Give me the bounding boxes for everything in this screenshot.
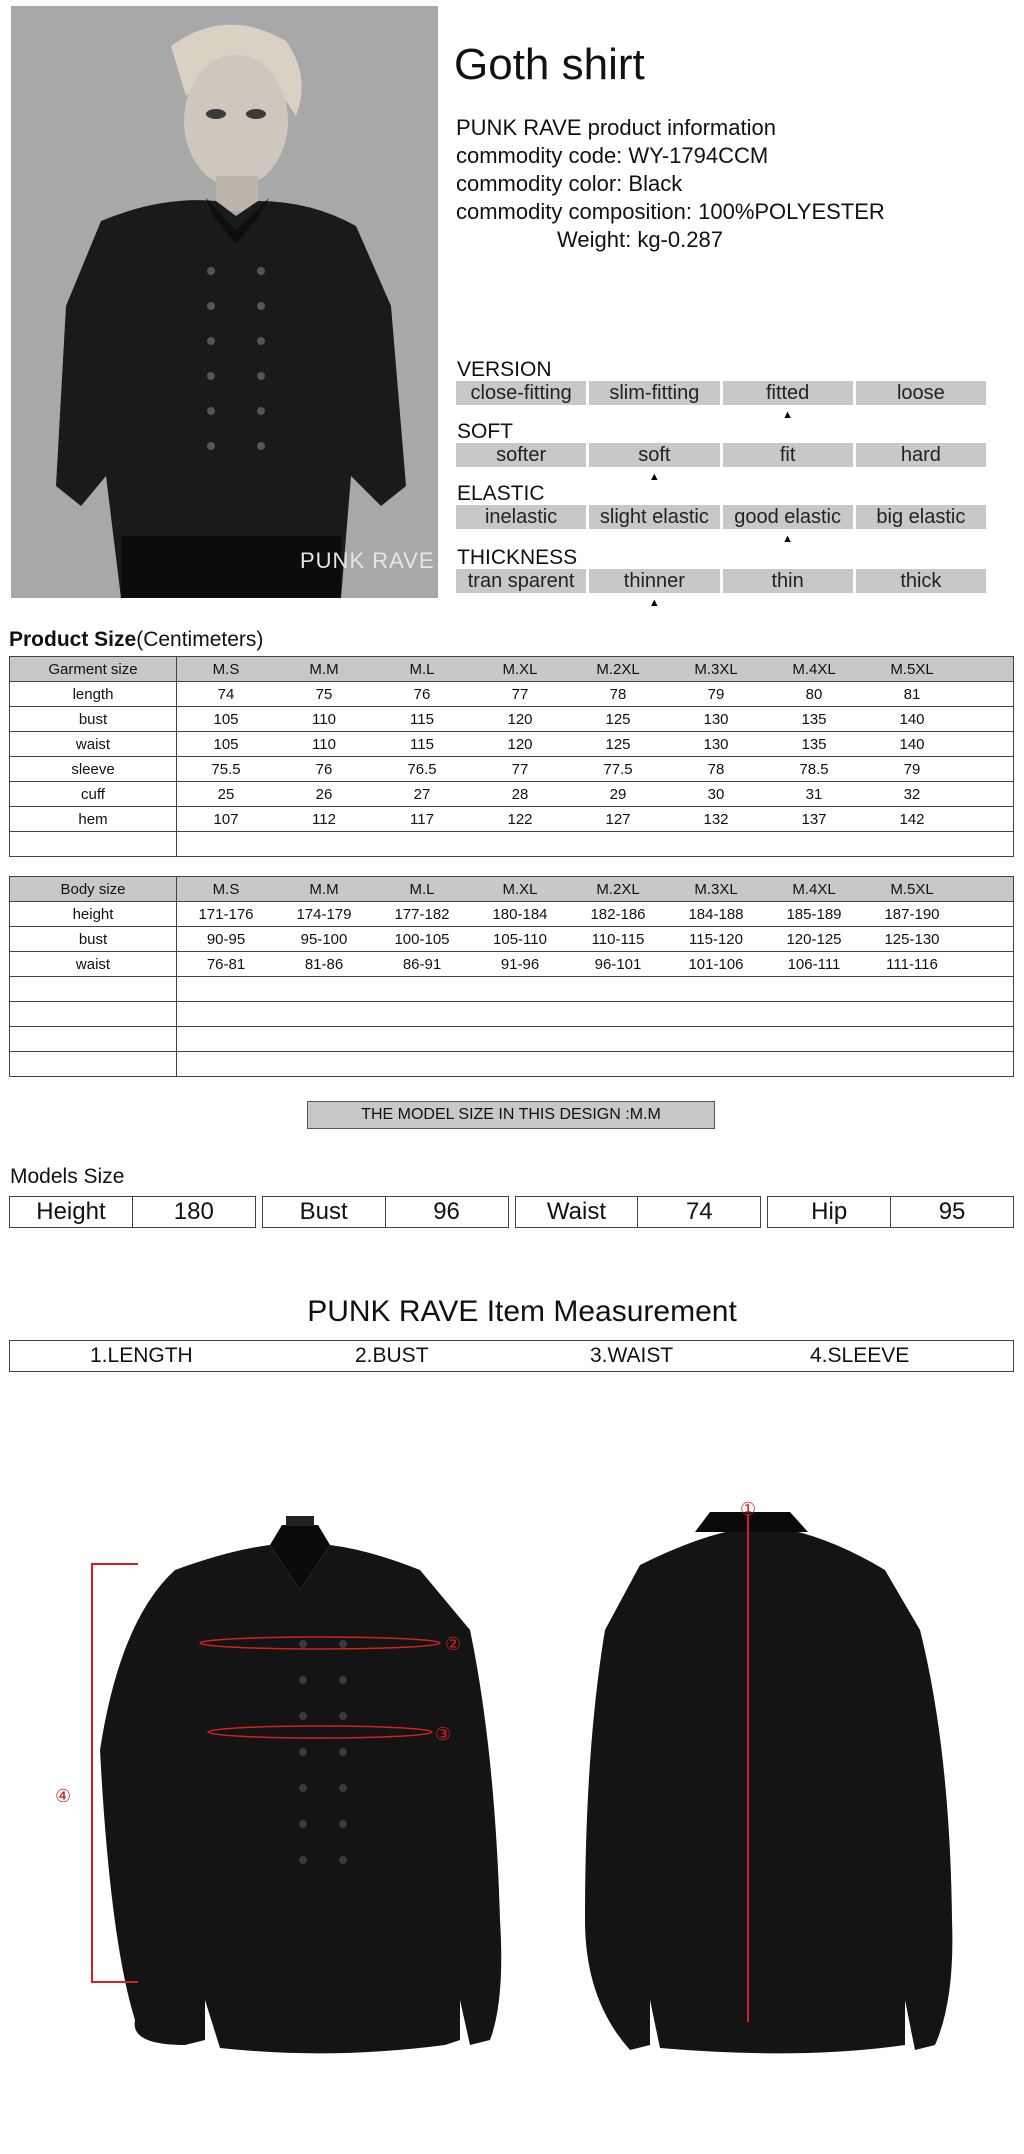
elastic-option: slight elastic <box>589 505 719 529</box>
size-cell: 115-120 <box>689 930 743 948</box>
version-option: loose <box>856 381 986 405</box>
size-cell: 78 <box>609 685 627 703</box>
row-label <box>10 977 177 1002</box>
row-label: cuff <box>10 782 177 807</box>
composition-line: commodity composition: 100%POLYESTER <box>456 199 885 224</box>
measure-sleeve: 4.SLEEVE <box>810 1344 910 1367</box>
table-row <box>10 782 1014 807</box>
front-shirt <box>100 1516 501 2053</box>
size-column-header: M.3XL <box>694 880 738 898</box>
model-size-note: THE MODEL SIZE IN THIS DESIGN :M.M <box>307 1101 715 1129</box>
model-height: Height 180 <box>9 1196 256 1228</box>
soft-bar <box>456 443 986 467</box>
size-cell: 142 <box>899 810 925 828</box>
model-hip: Hip 95 <box>767 1196 1014 1228</box>
size-cell: 101-106 <box>688 955 744 973</box>
elastic-option: inelastic <box>456 505 586 529</box>
size-cell: 105 <box>213 710 239 728</box>
size-cell: 115 <box>410 735 434 753</box>
size-cell: 110 <box>312 735 336 753</box>
size-cell: 105-110 <box>493 930 547 948</box>
row-values <box>177 927 1014 952</box>
size-cell: 81 <box>903 685 921 703</box>
size-cell: 30 <box>707 785 725 803</box>
row-values <box>177 952 1014 977</box>
size-cell: 76 <box>315 760 333 778</box>
product-size-title: Product Size(Centimeters) <box>9 628 264 651</box>
row-values <box>177 1027 1014 1052</box>
measure-length: 1.LENGTH <box>90 1344 193 1367</box>
size-cell: 79 <box>707 685 725 703</box>
marker-length: ① <box>740 1500 757 1520</box>
row-values <box>177 807 1014 832</box>
measurement-title: PUNK RAVE Item Measurement <box>307 1295 737 1328</box>
row-label <box>10 832 177 857</box>
size-column-header: M.S <box>212 660 240 678</box>
table-row <box>10 682 1014 707</box>
size-cell: 96-101 <box>594 955 642 973</box>
row-values <box>177 977 1014 1002</box>
size-column-header: M.5XL <box>890 880 934 898</box>
size-cell: 75 <box>315 685 333 703</box>
size-cell: 95-100 <box>300 930 348 948</box>
row-label: bust <box>10 927 177 952</box>
size-cell: 74 <box>217 685 235 703</box>
photo-watermark: PUNK RAVE <box>300 548 435 573</box>
thickness-option: thick <box>856 569 986 593</box>
size-cell: 26 <box>315 785 333 803</box>
size-cell: 31 <box>805 785 823 803</box>
size-cell: 78.5 <box>799 760 829 778</box>
thickness-option-selected: thinner ▲ <box>589 569 719 593</box>
version-label: VERSION <box>457 358 552 381</box>
version-option-selected: fitted ▲ <box>723 381 853 405</box>
size-cell: 127 <box>605 810 631 828</box>
code-line: commodity code: WY-1794CCM <box>456 143 769 168</box>
row-values <box>177 682 1014 707</box>
row-label: waist <box>10 952 177 977</box>
size-cell: 111-116 <box>886 955 938 973</box>
soft-label: SOFT <box>457 420 513 443</box>
marker-waist: ③ <box>435 1724 452 1745</box>
size-column-header: M.2XL <box>596 880 640 898</box>
size-table-header-sizes <box>177 877 1014 902</box>
size-column-header: M.M <box>309 660 339 678</box>
soft-option: softer <box>456 443 586 467</box>
size-cell: 80 <box>805 685 823 703</box>
size-cell: 112 <box>312 810 336 828</box>
row-label: sleeve <box>10 757 177 782</box>
table-row <box>10 952 1014 977</box>
marker-bust: ② <box>445 1634 462 1655</box>
size-cell: 117 <box>410 810 434 828</box>
size-cell: 130 <box>703 710 729 728</box>
product-title: Goth shirt <box>454 40 645 89</box>
size-cell: 137 <box>801 810 827 828</box>
size-cell: 132 <box>703 810 729 828</box>
model-photo <box>11 6 438 598</box>
models-size-row <box>9 1196 1014 1228</box>
size-cell: 135 <box>801 710 827 728</box>
soft-option-selected: soft ▲ <box>589 443 719 467</box>
measure-waist: 3.WAIST <box>590 1344 674 1367</box>
size-cell: 130 <box>703 735 729 753</box>
size-cell: 110 <box>312 710 336 728</box>
size-cell: 75.5 <box>211 760 241 778</box>
size-cell: 125 <box>605 710 631 728</box>
table-row <box>10 732 1014 757</box>
size-cell: 180-184 <box>492 905 548 923</box>
row-values <box>177 732 1014 757</box>
elastic-label: ELASTIC <box>457 482 545 505</box>
row-label <box>10 1052 177 1077</box>
size-cell: 29 <box>609 785 627 803</box>
row-values <box>177 1002 1014 1027</box>
row-label: waist <box>10 732 177 757</box>
size-column-header: M.5XL <box>890 660 934 678</box>
row-values <box>177 782 1014 807</box>
marker-sleeve: ④ <box>55 1786 72 1807</box>
table-row <box>10 927 1014 952</box>
model-bust: Bust 96 <box>262 1196 509 1228</box>
row-label: height <box>10 902 177 927</box>
size-table-header-sizes <box>177 657 1014 682</box>
row-label: bust <box>10 707 177 732</box>
table-row <box>10 757 1014 782</box>
size-column-header: M.4XL <box>792 660 836 678</box>
table-row-empty <box>10 1052 1014 1077</box>
row-values <box>177 902 1014 927</box>
table-row-empty <box>10 977 1014 1002</box>
size-cell: 122 <box>507 810 533 828</box>
size-cell: 105 <box>213 735 239 753</box>
size-cell: 135 <box>801 735 827 753</box>
size-column-header: M.S <box>212 880 240 898</box>
soft-option: fit <box>723 443 853 467</box>
size-cell: 32 <box>903 785 921 803</box>
size-table-header-label: Garment size <box>10 657 177 682</box>
row-label: hem <box>10 807 177 832</box>
size-cell: 107 <box>213 810 239 828</box>
elastic-bar <box>456 505 986 529</box>
model-waist: Waist 74 <box>515 1196 762 1228</box>
size-cell: 76 <box>413 685 431 703</box>
size-cell: 79 <box>903 760 921 778</box>
soft-option: hard <box>856 443 986 467</box>
thickness-bar <box>456 569 986 593</box>
size-cell: 78 <box>707 760 725 778</box>
color-line: commodity color: Black <box>456 171 683 196</box>
size-cell: 174-179 <box>296 905 352 923</box>
table-row <box>10 902 1014 927</box>
brand-line: PUNK RAVE product information <box>456 115 776 140</box>
size-cell: 177-182 <box>394 905 450 923</box>
table-row-empty <box>10 1027 1014 1052</box>
size-cell: 187-190 <box>884 905 940 923</box>
size-cell: 106-111 <box>787 955 841 973</box>
shirt-measurement-diagram <box>0 1500 1024 2100</box>
back-shirt <box>585 1512 952 2053</box>
row-values <box>177 832 1014 857</box>
size-cell: 25 <box>217 785 235 803</box>
weight-line: Weight: kg-0.287 <box>557 227 723 252</box>
size-column-header: M.M <box>309 880 339 898</box>
measurement-legend <box>9 1340 1014 1372</box>
table-row-empty <box>10 1002 1014 1027</box>
size-cell: 77 <box>511 685 529 703</box>
size-cell: 90-95 <box>206 930 246 948</box>
elastic-option-selected: good elastic ▲ <box>723 505 853 529</box>
size-cell: 120 <box>507 735 533 753</box>
size-cell: 120 <box>507 710 533 728</box>
size-cell: 27 <box>413 785 431 803</box>
row-label: length <box>10 682 177 707</box>
version-option: close-fitting <box>456 381 586 405</box>
size-cell: 125-130 <box>884 930 940 948</box>
size-cell: 110-115 <box>591 930 645 948</box>
measure-bust: 2.BUST <box>355 1344 429 1367</box>
size-column-header: M.2XL <box>596 660 640 678</box>
version-bar <box>456 381 986 405</box>
size-cell: 86-91 <box>402 955 442 973</box>
size-cell: 115 <box>410 710 434 728</box>
size-cell: 140 <box>899 710 925 728</box>
size-column-header: M.L <box>409 660 435 678</box>
garment-size-table <box>9 656 1014 857</box>
thickness-label: THICKNESS <box>457 546 578 569</box>
body-size-table <box>9 876 1014 1077</box>
table-row-empty <box>10 832 1014 857</box>
thickness-option: tran sparent <box>456 569 586 593</box>
size-column-header: M.L <box>409 880 435 898</box>
size-cell: 77 <box>511 760 529 778</box>
size-cell: 28 <box>511 785 529 803</box>
size-cell: 120-125 <box>786 930 842 948</box>
size-cell: 76-81 <box>206 955 246 973</box>
size-column-header: M.3XL <box>694 660 738 678</box>
row-values <box>177 757 1014 782</box>
table-row <box>10 807 1014 832</box>
elastic-option: big elastic <box>856 505 986 529</box>
row-values <box>177 1052 1014 1077</box>
size-column-header: M.XL <box>502 880 538 898</box>
size-cell: 91-96 <box>500 955 540 973</box>
size-cell: 81-86 <box>304 955 344 973</box>
version-option: slim-fitting <box>589 381 719 405</box>
size-cell: 100-105 <box>394 930 450 948</box>
size-table-header-label: Body size <box>10 877 177 902</box>
row-label <box>10 1027 177 1052</box>
size-cell: 125 <box>605 735 631 753</box>
table-row <box>10 707 1014 732</box>
size-cell: 171-176 <box>198 905 254 923</box>
models-size-title: Models Size <box>10 1165 125 1188</box>
size-column-header: M.XL <box>502 660 538 678</box>
row-values <box>177 707 1014 732</box>
size-cell: 184-188 <box>688 905 744 923</box>
product-info <box>456 114 885 254</box>
size-column-header: M.4XL <box>792 880 836 898</box>
size-cell: 140 <box>899 735 925 753</box>
size-cell: 77.5 <box>603 760 633 778</box>
size-cell: 182-186 <box>590 905 646 923</box>
row-label <box>10 1002 177 1027</box>
size-cell: 185-189 <box>786 905 842 923</box>
size-cell: 76.5 <box>407 760 437 778</box>
thickness-option: thin <box>723 569 853 593</box>
